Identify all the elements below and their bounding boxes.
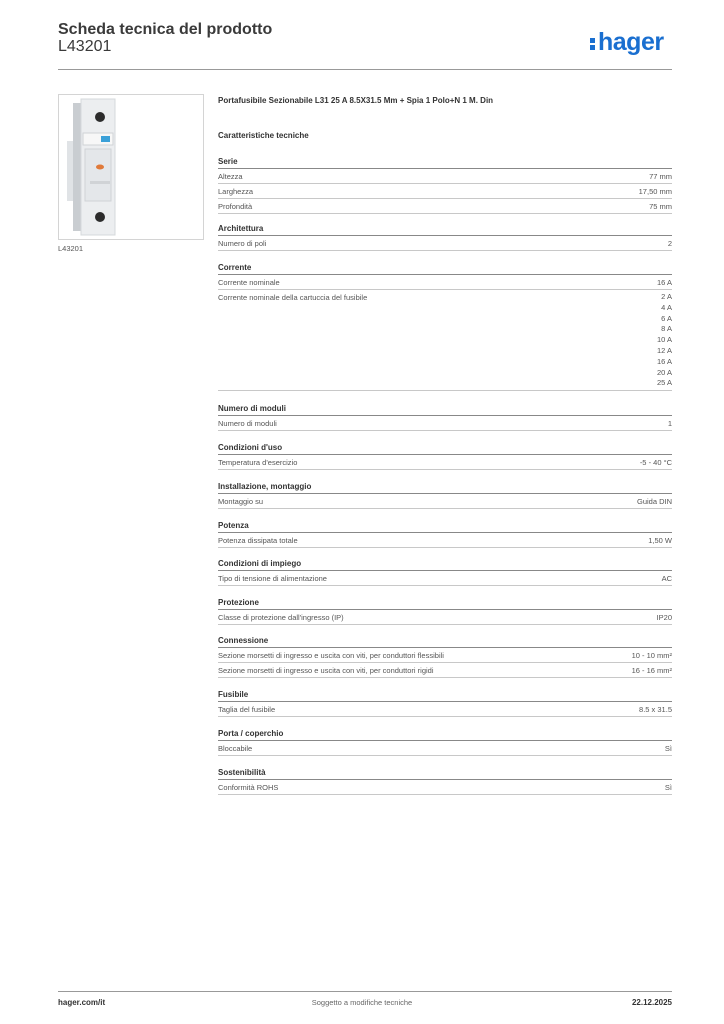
footer-note: Soggetto a modifiche tecniche [311, 998, 413, 1007]
footer-date: 22.12.2025 [631, 998, 672, 1007]
image-caption: L43201 [58, 244, 84, 253]
spec-value: 6 A [661, 313, 672, 323]
spec-row [218, 648, 672, 663]
spec-value: 8 A [661, 324, 672, 334]
spec-value: 16 A [656, 356, 672, 366]
section-title: Serie [218, 155, 672, 169]
spec-value: Sì [664, 744, 672, 753]
spec-value: 16 A [656, 278, 672, 287]
section-architettura [218, 222, 672, 251]
section-title: Sostenibilità [218, 766, 672, 780]
section-title: Potenza [218, 519, 672, 533]
spec-row [218, 741, 672, 756]
spec-value: 25 A [656, 378, 672, 388]
section-title: Fusibile [218, 688, 672, 702]
section-fusibile [218, 688, 672, 717]
spec-value: 1 [667, 419, 672, 428]
spec-row [218, 275, 672, 290]
spec-row [218, 702, 672, 717]
spec-row [218, 533, 672, 548]
spec-value: IP20 [656, 613, 672, 622]
spec-label: Altezza [218, 172, 243, 181]
spec-row [218, 169, 672, 184]
spec-label: Corrente nominale [218, 278, 280, 287]
product-image [58, 94, 204, 240]
section-condizioni-impiego [218, 557, 672, 586]
section-title: Connessione [218, 634, 672, 648]
section-title: Installazione, montaggio [218, 480, 672, 494]
section-numero-moduli [218, 402, 672, 431]
section-title: Porta / coperchio [218, 727, 672, 741]
logo-dots-icon [590, 34, 596, 50]
spec-label: Sezione morsetti di ingresso e uscita con viti, per conduttori rigidi [218, 666, 434, 675]
logo-text: hager [598, 28, 664, 56]
spec-label: Montaggio su [218, 497, 264, 506]
spec-label: Tipo di tensione di alimentazione [218, 574, 327, 583]
spec-value: 75 mm [649, 202, 672, 211]
spec-label: Potenza dissipata totale [218, 536, 298, 545]
spec-row [218, 184, 672, 199]
section-installazione [218, 480, 672, 509]
section-title: Architettura [218, 222, 672, 236]
section-title: Condizioni di impiego [218, 557, 672, 571]
spec-value: 1,50 W [648, 536, 672, 545]
footer-divider [58, 991, 672, 992]
spec-label: Numero di poli [218, 239, 267, 248]
section-title: Protezione [218, 596, 672, 610]
fuse-holder-icon [59, 95, 203, 239]
spec-value: -5 - 40 °C [639, 458, 672, 467]
spec-value: 10 - 10 mm² [631, 651, 672, 660]
spec-label: Profondità [218, 202, 253, 211]
specs-title: Caratteristiche tecniche [218, 131, 309, 140]
spec-label: Bloccabile [218, 744, 253, 753]
section-potenza [218, 519, 672, 548]
section-title: Condizioni d'uso [218, 441, 672, 455]
spec-value: 77 mm [649, 172, 672, 181]
spec-value: Sì [664, 783, 672, 792]
spec-row [218, 455, 672, 470]
spec-value: 17,50 mm [638, 187, 672, 196]
hager-logo [590, 28, 664, 56]
header-divider [58, 69, 672, 70]
spec-row [218, 416, 672, 431]
spec-row [218, 199, 672, 214]
spec-label: Temperatura d'esercizio [218, 458, 298, 467]
spec-label: Classe di protezione dall'ingresso (IP) [218, 613, 344, 622]
spec-label: Conformità ROHS [218, 783, 279, 792]
spec-label: Sezione morsetti di ingresso e uscita con viti, per conduttori flessibili [218, 651, 444, 660]
spec-label: Larghezza [218, 187, 254, 196]
spec-row [218, 610, 672, 625]
section-condizioni-uso [218, 441, 672, 470]
section-serie [218, 155, 672, 214]
section-connessione [218, 634, 672, 678]
section-sostenibilita [218, 766, 672, 795]
spec-value: 16 - 16 mm² [631, 666, 672, 675]
section-title: Corrente [218, 261, 672, 275]
spec-row [218, 290, 672, 391]
spec-row [218, 236, 672, 251]
section-corrente [218, 261, 672, 391]
spec-value: 2 [667, 239, 672, 248]
spec-label: Numero di moduli [218, 419, 277, 428]
section-porta-coperchio [218, 727, 672, 756]
section-protezione [218, 596, 672, 625]
spec-row [218, 780, 672, 795]
spec-label: Taglia del fusibile [218, 705, 276, 714]
spec-value: 20 A [656, 367, 672, 377]
spec-value: AC [661, 574, 672, 583]
spec-label: Corrente nominale della cartuccia del fusibile [218, 293, 368, 302]
spec-value: 12 A [656, 345, 672, 355]
section-title: Numero di moduli [218, 402, 672, 416]
spec-value: 4 A [661, 302, 672, 312]
spec-row [218, 571, 672, 586]
spec-value: Guida DIN [636, 497, 672, 506]
product-name: Portafusibile Sezionabile L31 25 A 8.5X31.5 Mm + Spia 1 Polo+N 1 M. Din [218, 96, 494, 105]
page-title: Scheda tecnica del prodotto [58, 21, 273, 38]
spec-value-list [657, 292, 672, 389]
footer-website-link[interactable]: hager.com/it [58, 998, 106, 1007]
spec-value: 8.5 x 31.5 [639, 705, 672, 714]
spec-row [218, 494, 672, 509]
spec-value: 2 A [661, 292, 672, 301]
product-code: L43201 [58, 38, 112, 55]
spec-row [218, 663, 672, 678]
spec-value: 10 A [656, 335, 672, 345]
